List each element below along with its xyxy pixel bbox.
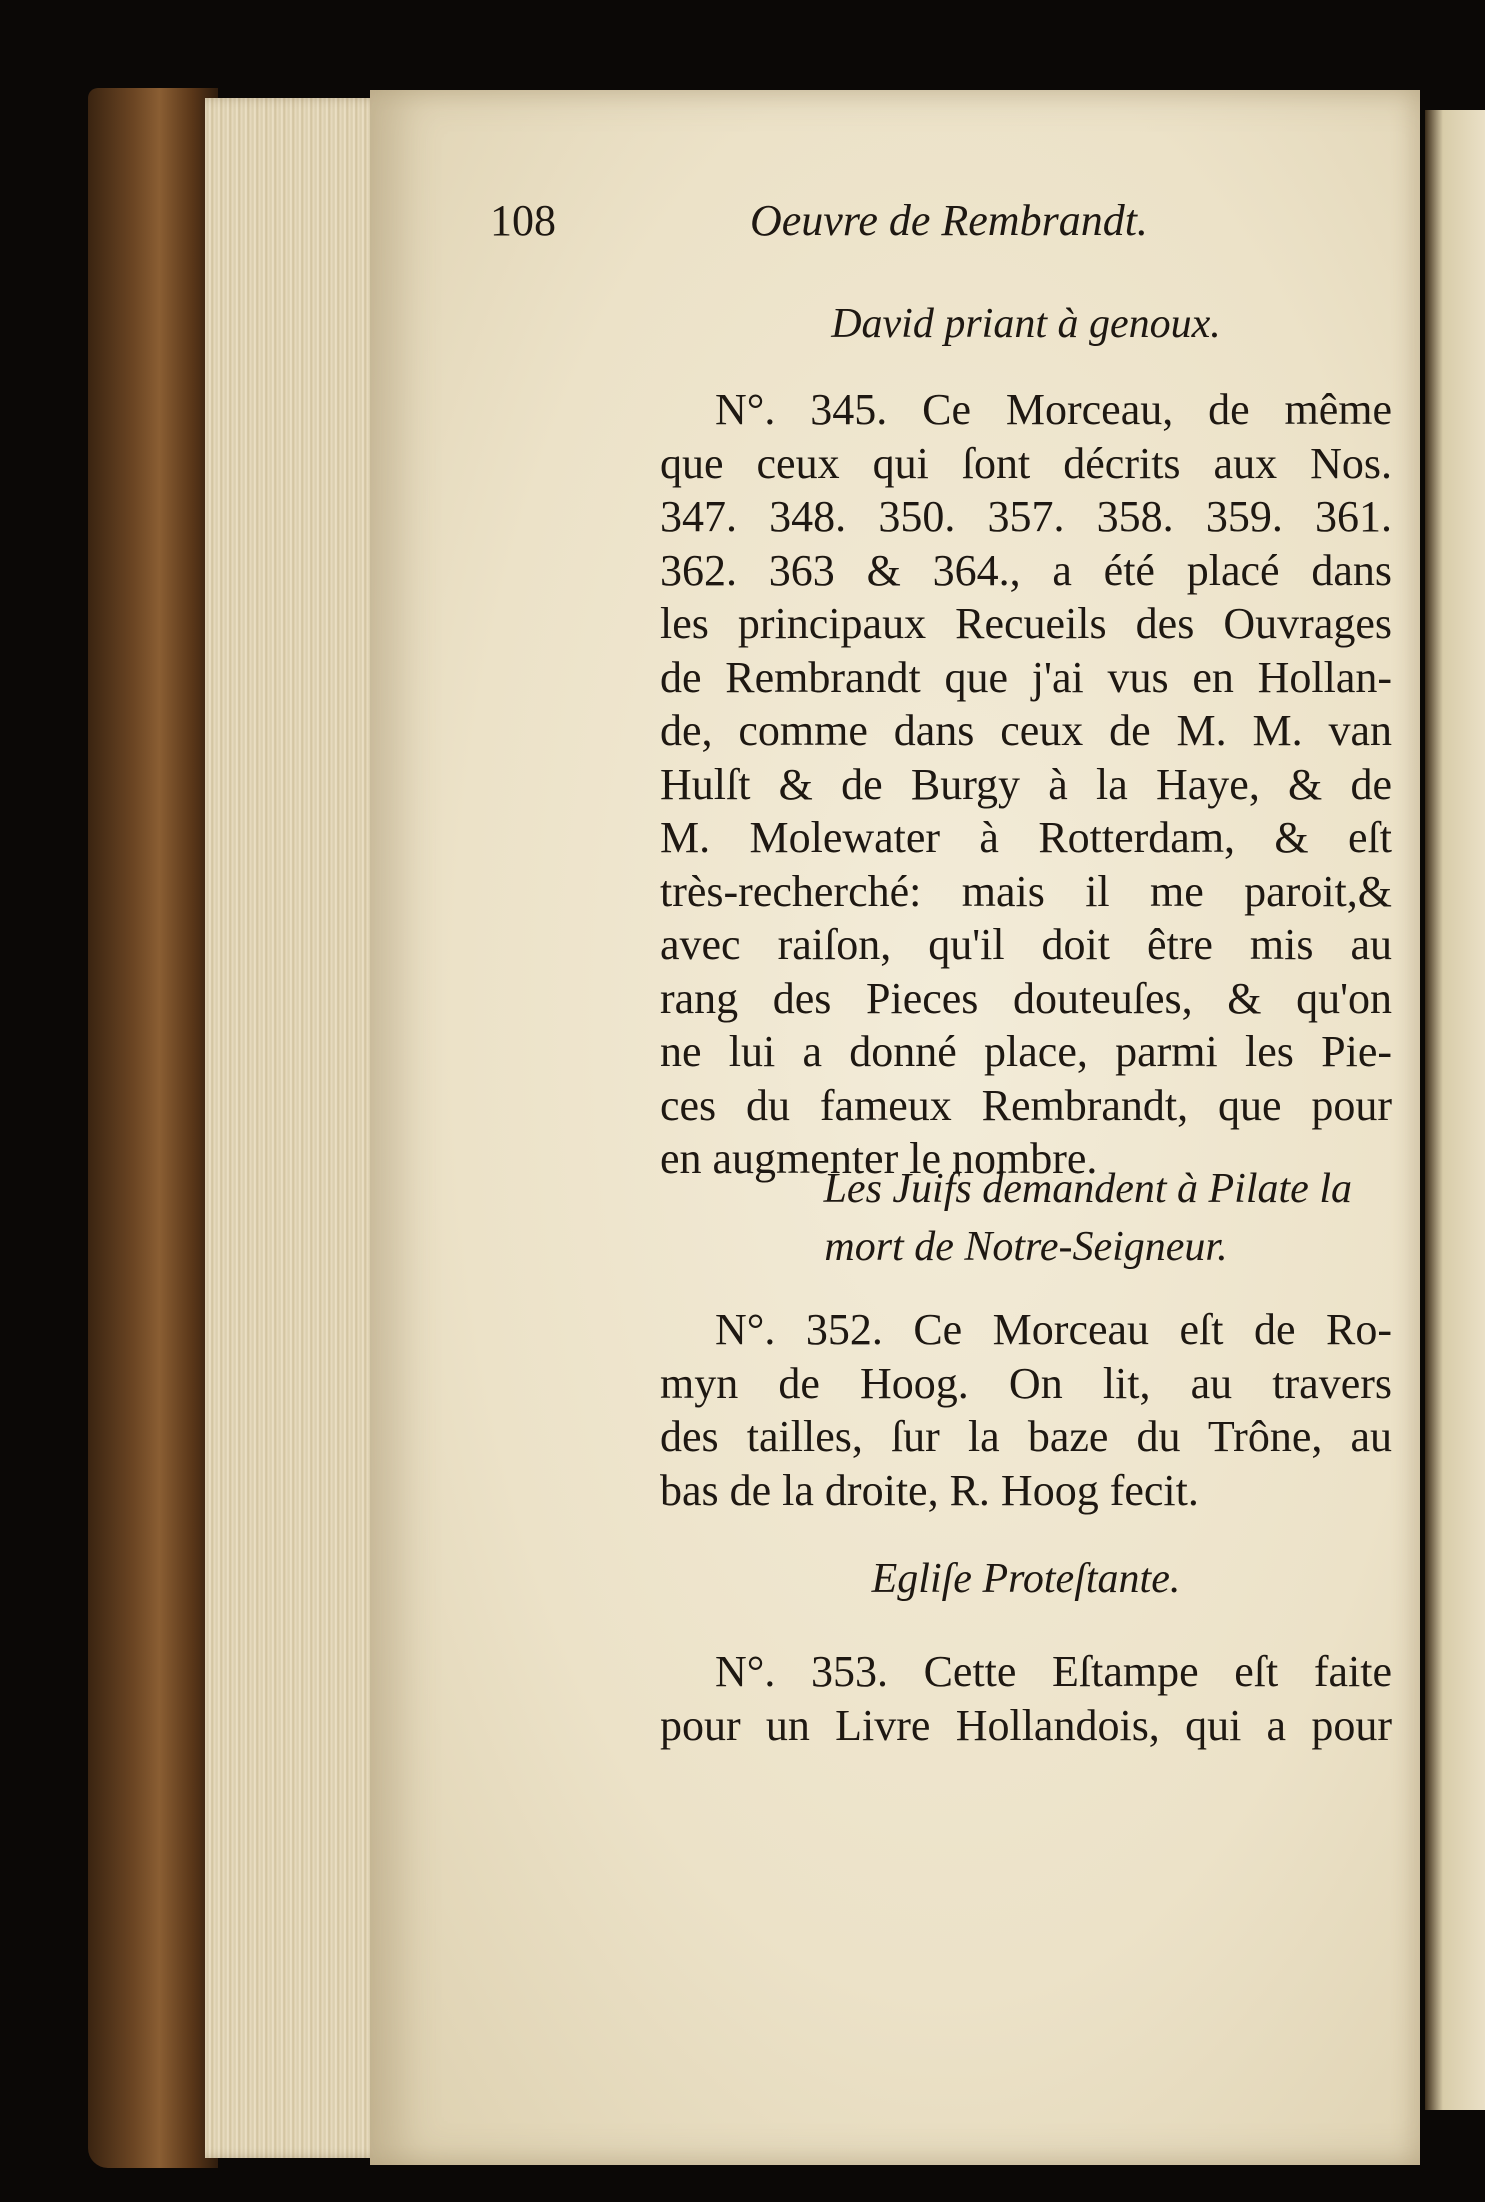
facing-page-edge xyxy=(1425,110,1485,2110)
section-heading xyxy=(660,1160,1392,1276)
text-line: très-recherché: mais il me paroit,& xyxy=(660,866,1392,916)
text-line: pour un Livre Hollandois, qui a pour xyxy=(660,1700,1392,1750)
text-line: rang des Pieces douteuſes, & qu'on xyxy=(660,973,1392,1023)
running-head: Oeuvre de Rembrandt. xyxy=(750,196,1148,245)
text-line: ne lui a donné place, parmi les Pie- xyxy=(660,1027,1392,1076)
section-heading xyxy=(660,1555,1392,1603)
page-header xyxy=(490,195,1190,255)
heading-line: David priant à genoux. xyxy=(831,301,1221,347)
text-line: N°. 345. Ce Morceau, de même xyxy=(715,385,1392,434)
section-body xyxy=(660,1303,1392,1517)
text-line: des tailles, ſur la baze du Trône, au xyxy=(660,1412,1392,1461)
text-line: en augmenter le nombre. xyxy=(660,1134,1098,1183)
section-body xyxy=(660,383,1392,1186)
page-edges xyxy=(205,98,385,2158)
heading-line: Egliſe Proteſtante. xyxy=(871,1556,1181,1602)
page-number: 108 xyxy=(490,196,556,245)
text-line: Hulſt & de Burgy à la Haye, & de xyxy=(660,759,1392,809)
text-line: les principaux Recueils des Ouvrages xyxy=(660,599,1392,648)
text-line: de, comme dans ceux de M. M. van xyxy=(660,706,1392,755)
text-line: myn de Hoog. On lit, au travers xyxy=(660,1358,1392,1408)
text-line: M. Molewater à Rotterdam, & eſt xyxy=(660,813,1392,862)
text-line: N°. 352. Ce Morceau eſt de Ro- xyxy=(715,1305,1392,1354)
text-line: avec raiſon, qu'il doit être mis au xyxy=(660,920,1392,969)
text-line: 347. 348. 350. 357. 358. 359. 361. xyxy=(660,492,1392,541)
heading-line: mort de Notre-Seigneur. xyxy=(824,1224,1228,1270)
heading-line: Les Juifs demandent à Pilate la xyxy=(823,1166,1352,1212)
text-line: que ceux qui ſont décrits aux Nos. xyxy=(660,438,1392,488)
section-heading xyxy=(660,300,1392,348)
text-line: de Rembrandt que j'ai vus en Hollan- xyxy=(660,652,1392,702)
section-body xyxy=(660,1645,1392,1752)
text-line: 362. 363 & 364., a été placé dans xyxy=(660,545,1392,595)
text-line: N°. 353. Cette Eſtampe eſt faite xyxy=(715,1647,1392,1696)
book-binding xyxy=(88,88,218,2168)
text-line: bas de la droite, R. Hoog fecit. xyxy=(660,1465,1199,1515)
text-line: ces du fameux Rembrandt, que pour xyxy=(660,1080,1392,1130)
